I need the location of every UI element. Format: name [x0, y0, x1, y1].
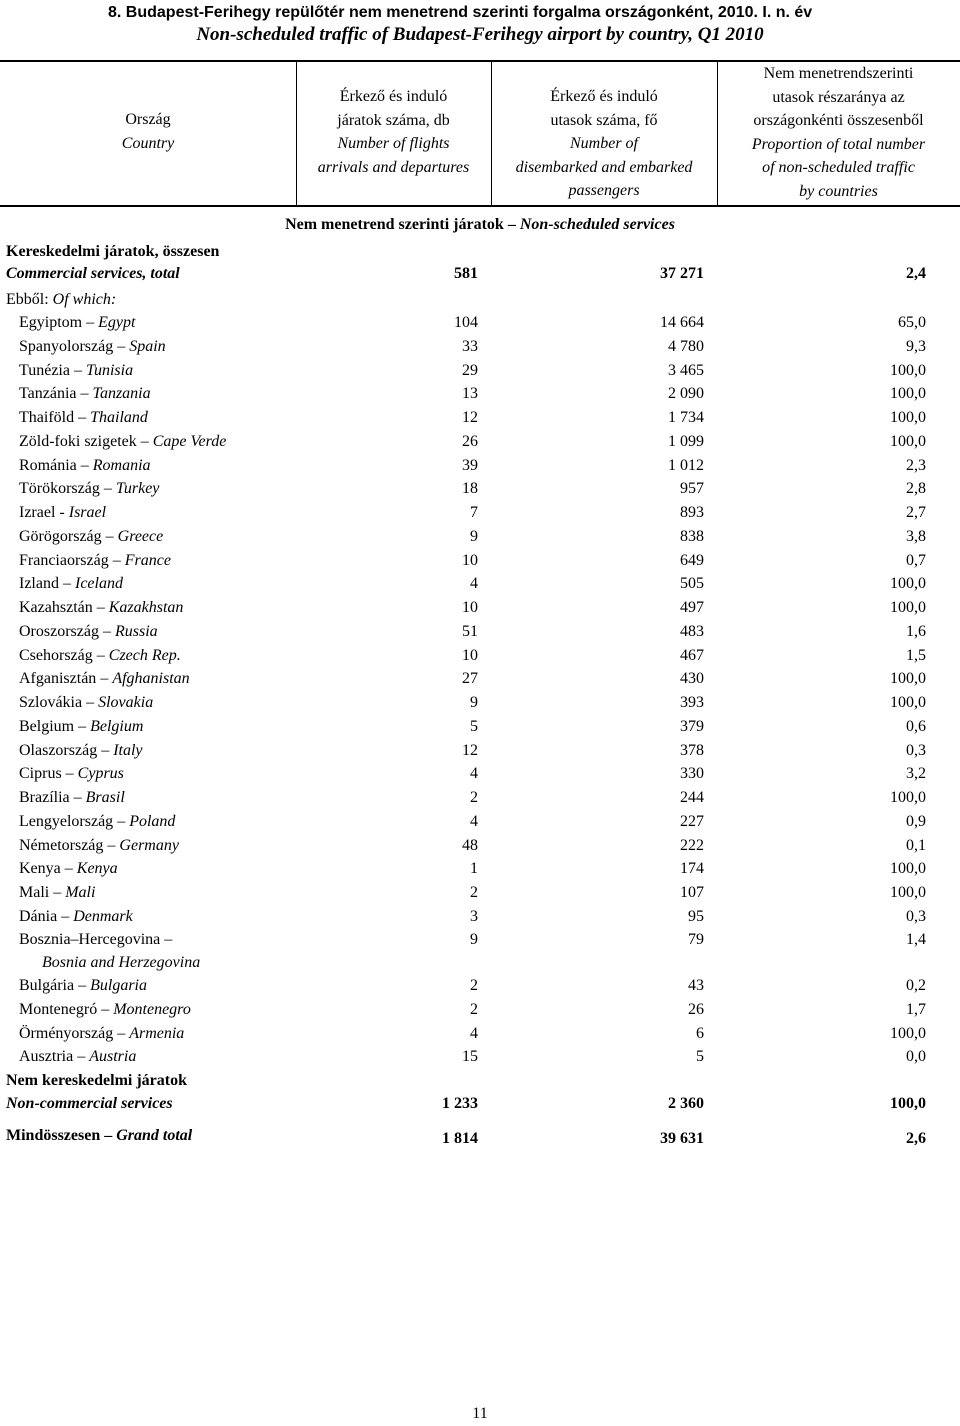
country-name-en: Italy [113, 741, 143, 759]
table-row [0, 525, 960, 549]
flights-value: 27 [462, 670, 478, 688]
flights-value: 2 [470, 789, 478, 806]
commercial-total-row [0, 262, 960, 286]
proportion-value: 100,0 [890, 599, 926, 616]
country-name [19, 454, 151, 478]
proportion-value: 100,0 [890, 884, 926, 901]
commercial-label-en: Commercial services, total [6, 265, 180, 282]
passengers-value: 957 [680, 480, 704, 498]
passengers-value: 227 [680, 812, 704, 830]
country-name-en: Slovakia [98, 694, 154, 711]
header-proportion-hu2: utasok részaránya az [772, 88, 905, 106]
country-name-hu: Izrael - [19, 504, 65, 521]
country-name-en: Germany [119, 836, 179, 854]
flights-value: 2 [470, 1000, 478, 1018]
passengers-value: 430 [680, 670, 704, 688]
proportion-value: 100,0 [890, 432, 926, 450]
country-name [19, 691, 153, 715]
country-name [19, 834, 179, 858]
country-name-hu: Mali [19, 884, 50, 901]
country-name-en: Bulgaria [90, 977, 147, 994]
separator: – [82, 314, 99, 331]
separator: – [73, 1048, 90, 1066]
separator: – [92, 646, 109, 664]
country-name-en: Cyprus [77, 765, 124, 783]
country-name-hu: Tunézia [19, 361, 70, 379]
flights-value: 2 [470, 884, 478, 901]
country-name-hu: Örményország [19, 1024, 114, 1042]
proportion-value: 0,3 [906, 907, 926, 925]
table-row [0, 549, 960, 573]
passengers-value: 838 [680, 527, 704, 545]
proportion-value: 0,0 [906, 1048, 926, 1066]
country-name-en: Greece [117, 527, 164, 545]
flights-value: 13 [462, 385, 478, 403]
proportion-value: 1,6 [906, 622, 926, 640]
separator: – [74, 409, 91, 426]
separator: – [136, 432, 153, 450]
commercial-proportion: 2,4 [906, 265, 926, 282]
separator: – [49, 884, 66, 901]
country-name [19, 905, 133, 929]
grand-total-label [6, 1124, 192, 1148]
proportion-value: 0,3 [906, 741, 926, 759]
commercial-flights: 581 [454, 265, 478, 282]
country-name-hu: Kazahsztán [19, 599, 93, 616]
proportion-value: 100,0 [890, 385, 926, 403]
table-row-bosnia-en [0, 951, 960, 975]
title-hungarian: 8. Budapest-Ferihegy repülőtér nem menetrend szerinti forgalma országonként, 2010. I. n. év [108, 4, 813, 21]
flights-value: 29 [462, 361, 478, 379]
noncommercial-flights: 1 233 [442, 1095, 478, 1112]
header-passengers-en1: Number of [570, 135, 638, 153]
separator: – [57, 907, 74, 925]
title-english: Non-scheduled traffic of Budapest-Ferihegy airport by country, Q1 2010 [196, 24, 764, 45]
header-passengers-en3: passengers [568, 182, 640, 200]
country-name-en: Kenya [76, 860, 118, 878]
separator: – [76, 456, 93, 474]
noncommercial-passengers: 2 360 [668, 1095, 704, 1112]
country-name [19, 549, 171, 573]
table-row [0, 572, 960, 596]
header-passengers-hu1: Érkező és induló [550, 88, 658, 105]
flights-value: 48 [462, 836, 478, 854]
country-name [19, 762, 124, 786]
separator: – [108, 551, 125, 569]
country-name-en: Tanzania [92, 385, 151, 403]
grand-total-passengers: 39 631 [660, 1130, 704, 1147]
proportion-value: 100,0 [890, 1024, 926, 1042]
grand-total-flights: 1 814 [442, 1130, 478, 1147]
country-name-hu: Románia [19, 456, 77, 474]
proportion-value: 1,4 [906, 931, 926, 948]
proportion-value: 9,3 [906, 337, 926, 355]
separator: – [101, 527, 118, 545]
country-name-en: France [124, 551, 171, 569]
table-row [0, 311, 960, 335]
header-proportion [717, 62, 960, 205]
header-flights-hu2: járatok száma, db [337, 111, 450, 129]
table-row [0, 644, 960, 668]
flights-value: 26 [462, 432, 478, 450]
country-name [19, 525, 163, 549]
separator: – [113, 1024, 130, 1042]
passengers-value: 26 [688, 1000, 704, 1018]
separator: – [74, 717, 91, 735]
country-name-hu: Ciprus [19, 765, 62, 783]
country-name-hu: Szlovákia [19, 694, 83, 711]
country-name-hu: Ausztria [19, 1048, 74, 1066]
table-row [0, 857, 960, 881]
passengers-value: 649 [680, 551, 704, 569]
country-name-hu: Afganisztán [19, 670, 97, 688]
passengers-value: 244 [680, 789, 704, 806]
proportion-value: 100,0 [890, 694, 926, 711]
country-name-en: Poland [129, 812, 176, 830]
passengers-value: 393 [680, 694, 704, 711]
country-name [19, 359, 133, 383]
table-header [0, 60, 960, 207]
header-flights-en2: arrivals and departures [317, 158, 470, 176]
country-name-en: Austria [89, 1048, 137, 1066]
passengers-value: 483 [680, 622, 704, 640]
proportion-value: 0,7 [906, 551, 926, 569]
flights-value: 10 [462, 551, 478, 569]
country-name-hu: Bosznia–Hercegovina [19, 931, 161, 948]
header-proportion-en2: of non-scheduled traffic [762, 159, 915, 177]
country-name [19, 881, 95, 905]
noncommercial-row [0, 1092, 960, 1116]
passengers-value: 4 780 [668, 337, 704, 355]
passengers-value: 3 465 [668, 361, 704, 379]
page-number: 11 [472, 1405, 488, 1422]
proportion-value: 65,0 [898, 314, 926, 331]
country-name-hu: Görögország [19, 527, 102, 545]
table-row [0, 810, 960, 834]
header-flights-hu1: Érkező és induló [339, 88, 448, 105]
separator: – [58, 575, 75, 593]
grand-total-row [0, 1124, 960, 1148]
separator: – [92, 599, 109, 616]
proportion-value: 0,9 [906, 812, 926, 830]
separator: – [60, 860, 77, 878]
country-name-en: Spain [129, 337, 166, 355]
table-row [0, 739, 960, 763]
country-name-en: Romania [92, 456, 151, 474]
country-name [19, 620, 158, 644]
flights-value: 33 [462, 337, 478, 355]
proportion-value: 100,0 [890, 361, 926, 379]
header-country-en: Country [121, 134, 175, 152]
passengers-value: 497 [680, 599, 704, 616]
flights-value: 3 [470, 907, 478, 925]
separator: – [113, 812, 130, 830]
country-name-hu: Németország [19, 836, 104, 854]
separator: – [76, 385, 93, 403]
separator: – [97, 741, 114, 759]
country-name-hu: Egyiptom [19, 314, 83, 331]
proportion-value: 2,8 [906, 480, 926, 498]
country-name-hu: Thaiföld [19, 409, 75, 426]
flights-value: 4 [470, 575, 478, 593]
country-name [19, 477, 159, 501]
country-name-hu: Bulgária [19, 977, 75, 994]
country-name-hu: Tanzánia [19, 385, 77, 403]
proportion-value: 100,0 [890, 670, 926, 688]
country-name [19, 311, 135, 335]
flights-value: 7 [470, 504, 478, 521]
table-row-bosnia [0, 928, 960, 952]
separator: – [69, 361, 86, 379]
passengers-value: 95 [688, 907, 704, 925]
commercial-label-hu: Kereskedelmi járatok, összesen [6, 243, 220, 260]
country-name-en: Belgium [90, 717, 144, 735]
passengers-value: 14 664 [660, 314, 704, 331]
country-name-en: Kazakhstan [108, 599, 184, 616]
country-name [19, 430, 226, 454]
flights-value: 1 [470, 860, 478, 878]
separator: – [61, 765, 78, 783]
country-name [19, 739, 143, 763]
of-which-en: Of which: [52, 291, 117, 308]
passengers-value: 378 [680, 741, 704, 759]
table-row [0, 1045, 960, 1069]
header-flights-en1: Number of flights [337, 135, 450, 153]
table-row [0, 596, 960, 620]
section-title-en: Non-scheduled services [519, 216, 675, 233]
country-name [19, 501, 106, 525]
passengers-value: 893 [680, 504, 704, 521]
header-country-hu: Ország [125, 111, 171, 128]
table-row [0, 1022, 960, 1046]
flights-value: 9 [470, 694, 478, 711]
table-row [0, 382, 960, 406]
country-name [19, 667, 190, 691]
table-row [0, 477, 960, 501]
country-name-en: Tunisia [85, 361, 134, 379]
country-name-hu: Izland [19, 575, 59, 593]
country-name-hu: Lengyelország [19, 812, 114, 830]
flights-value: 9 [470, 527, 478, 545]
table-row [0, 501, 960, 525]
header-passengers-en2: disembarked and embarked [515, 158, 693, 176]
proportion-value: 0,6 [906, 717, 926, 735]
country-name-hu: Törökország [19, 480, 100, 498]
separator: – [98, 622, 115, 640]
header-flights [296, 85, 491, 228]
country-name-en: Brasil [85, 789, 125, 806]
flights-value: 39 [462, 456, 478, 474]
separator: – [113, 337, 130, 355]
table-row [0, 406, 960, 430]
table-row [0, 834, 960, 858]
noncommercial-proportion: 100,0 [890, 1095, 926, 1112]
country-name-hu: Franciaország [19, 551, 109, 569]
country-name-hu: Montenegró [19, 1000, 98, 1018]
country-name-en: Mali [65, 884, 96, 901]
country-name [19, 335, 166, 359]
header-passengers-hu2: utasok száma, fő [550, 111, 658, 129]
country-name-en: Cape Verde [152, 432, 227, 450]
country-name-en: Afghanistan [112, 670, 190, 688]
table-row [0, 974, 960, 998]
table-row [0, 359, 960, 383]
header-proportion-hu1: Nem menetrendszerinti [763, 65, 914, 82]
separator: – [69, 789, 86, 806]
noncommercial-label-en: Non-commercial services [6, 1095, 173, 1112]
country-name-en: Turkey [115, 480, 160, 498]
header-proportion-hu3: országonkénti összesenből [753, 112, 924, 130]
passengers-value: 379 [680, 717, 704, 735]
table-row [0, 715, 960, 739]
grand-total-label-en: Grand total [116, 1127, 193, 1144]
country-name-en: Israel [68, 504, 107, 521]
grand-total-label-hu: Mindösszesen – [6, 1127, 113, 1144]
flights-value: 18 [462, 480, 478, 498]
country-name [19, 1045, 136, 1069]
table-row [0, 905, 960, 929]
passengers-value: 107 [680, 884, 704, 901]
flights-value: 12 [462, 409, 478, 426]
flights-value: 10 [462, 646, 478, 664]
country-name [19, 928, 172, 952]
table-row [0, 881, 960, 905]
proportion-value: 0,2 [906, 977, 926, 994]
flights-value: 15 [462, 1048, 478, 1066]
country-name-hu: Zöld-foki szigetek [19, 432, 137, 450]
flights-value: 9 [470, 931, 478, 948]
passengers-value: 174 [680, 860, 704, 878]
country-name-en: Iceland [74, 575, 123, 593]
header-proportion-en1: Proportion of total number [751, 135, 926, 153]
country-name [19, 974, 147, 998]
country-name [19, 644, 181, 668]
noncommercial-label-hu: Nem kereskedelmi járatok [6, 1072, 187, 1089]
country-name-hu: Oroszország [19, 622, 99, 640]
country-name-en: Czech Rep. [108, 646, 181, 664]
country-name-hu: Kenya [19, 860, 61, 878]
country-name [19, 786, 125, 810]
passengers-value: 467 [680, 646, 704, 664]
table-row [0, 691, 960, 715]
country-name-en: Egypt [98, 314, 136, 331]
country-name [19, 998, 191, 1022]
commercial-passengers: 37 271 [660, 265, 704, 282]
country-name-en: Bosnia and Herzegovina [42, 954, 201, 971]
proportion-value: 100,0 [890, 860, 926, 878]
country-name-en: Denmark [73, 907, 133, 925]
country-name [19, 596, 183, 620]
country-name-en: Russia [114, 622, 158, 640]
separator: – [74, 977, 91, 994]
grand-total-proportion: 2,6 [906, 1130, 926, 1147]
country-name-hu: Spanyolország [19, 337, 114, 355]
proportion-value: 100,0 [890, 409, 926, 426]
passengers-value: 43 [688, 977, 704, 994]
country-name [19, 810, 175, 834]
passengers-value: 330 [680, 765, 704, 783]
flights-value: 4 [470, 812, 478, 830]
country-name-en: Thailand [90, 409, 148, 426]
proportion-value: 0,1 [906, 836, 926, 854]
proportion-value: 100,0 [890, 575, 926, 593]
table-row [0, 454, 960, 478]
table-row [0, 786, 960, 810]
passengers-value: 79 [688, 931, 704, 948]
proportion-value: 2,3 [906, 456, 926, 474]
country-name-hu: Belgium [19, 717, 75, 735]
header-proportion-en3: by countries [799, 182, 878, 200]
separator: – [103, 836, 120, 854]
of-which-label [6, 288, 116, 312]
flights-value: 5 [470, 717, 478, 735]
passengers-value: 1 734 [668, 409, 704, 426]
separator: – [96, 670, 113, 688]
flights-value: 51 [462, 622, 478, 640]
table-row [0, 335, 960, 359]
passengers-value: 1 012 [668, 456, 704, 474]
proportion-value: 3,8 [906, 527, 926, 545]
country-name [19, 715, 143, 739]
country-name-en: Armenia [129, 1024, 185, 1042]
flights-value: 4 [470, 765, 478, 783]
flights-value: 10 [462, 599, 478, 616]
country-name [19, 1022, 184, 1046]
country-name-hu: Dánia [19, 907, 58, 925]
section-title [0, 216, 960, 234]
country-name [19, 406, 148, 430]
flights-value: 104 [454, 314, 478, 331]
passengers-value: 2 090 [668, 385, 704, 403]
country-name-hu: Csehország [19, 646, 93, 664]
proportion-value: 100,0 [890, 789, 926, 806]
table-row [0, 620, 960, 644]
proportion-value: 1,5 [906, 646, 926, 664]
of-which-hu: Ebből: [6, 291, 49, 308]
country-name [19, 572, 123, 596]
separator: – [160, 931, 173, 948]
flights-value: 4 [470, 1024, 478, 1042]
table-row [0, 998, 960, 1022]
separator: – [99, 480, 116, 498]
passengers-value: 5 [696, 1048, 704, 1066]
country-name-hu: Olaszország [19, 741, 98, 759]
proportion-value: 1,7 [906, 1000, 926, 1018]
table-row [0, 762, 960, 786]
table-row [0, 430, 960, 454]
table-row [0, 667, 960, 691]
country-name [19, 382, 151, 406]
separator: – [82, 694, 99, 711]
passengers-value: 505 [680, 575, 704, 593]
passengers-value: 222 [680, 836, 704, 854]
country-name-en: Montenegro [113, 1000, 191, 1018]
passengers-value: 6 [696, 1024, 704, 1042]
proportion-value: 3,2 [906, 765, 926, 783]
passengers-value: 1 099 [668, 432, 704, 450]
flights-value: 12 [462, 741, 478, 759]
country-name-hu: Brazília [19, 789, 70, 806]
header-passengers [491, 85, 717, 228]
section-title-hu: Nem menetrend szerinti járatok – [285, 216, 516, 233]
proportion-value: 2,7 [906, 504, 926, 521]
country-name [19, 857, 118, 881]
separator: – [97, 1000, 114, 1018]
flights-value: 2 [470, 977, 478, 994]
